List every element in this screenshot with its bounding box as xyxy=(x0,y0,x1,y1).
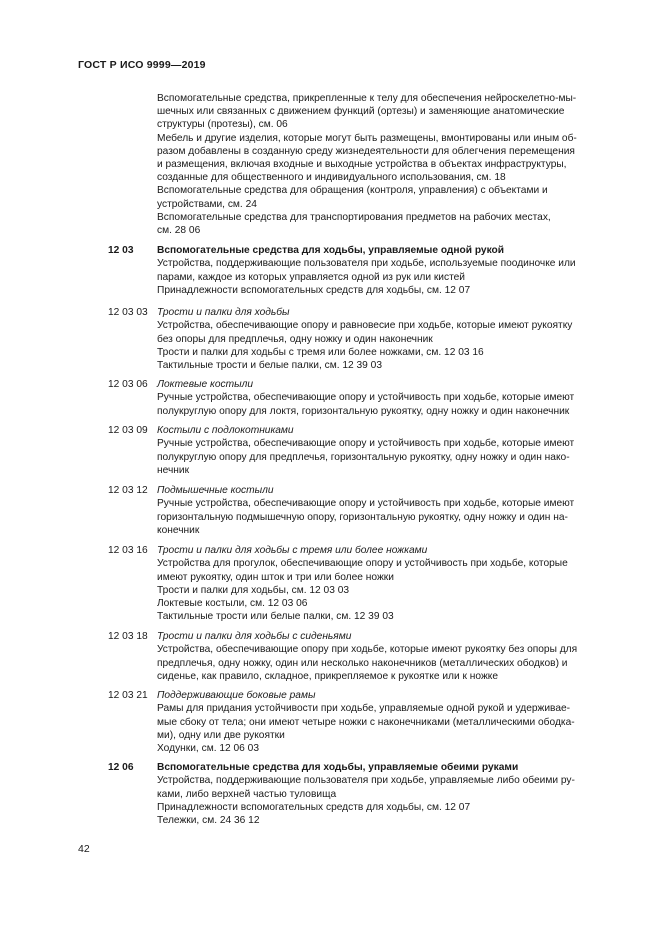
entry-line: Трости и палки для ходьбы с тремя или более ножками, см. 12 03 16 xyxy=(157,346,484,358)
entry-line: горизонтальную подмышечную опору, горизонтальную рукоятку, одну ножку и один на- xyxy=(157,511,568,523)
entry-description xyxy=(157,557,614,623)
intro-line: Вспомогательные средства, прикрепленные к телу для обеспечения нейроскелетно-мы- xyxy=(157,93,577,104)
entry-title: Вспомогательные средства для ходьбы, управляемые одной рукой xyxy=(157,245,505,256)
entry-line: сиденье, как правило, складное, прикрепляемое к рукоятке или к ножке xyxy=(157,670,499,682)
entry-code: 12 03 16 xyxy=(108,545,148,556)
intro-line: шечных или связанных с движением функций (ортезы) и заменяющие анатомические xyxy=(157,106,565,118)
entry-code: 12 06 xyxy=(108,762,134,773)
entry-description xyxy=(157,319,614,372)
entry-title: Трости и палки для ходьбы xyxy=(157,307,290,318)
entry-title: Костыли с подлокотниками xyxy=(157,425,294,436)
entry-line: нечник xyxy=(157,464,190,476)
entry-line: Принадлежности вспомогательных средств для ходьбы, см. 12 07 xyxy=(157,801,471,813)
intro-line: структуры (протезы), см. 06 xyxy=(157,119,288,131)
entry-code: 12 03 06 xyxy=(108,379,148,390)
entry-title: Локтевые костыли xyxy=(157,379,254,390)
entry-description xyxy=(157,497,614,537)
entry-line: Устройства для прогулок, обеспечивающие опору и устойчивость при ходьбе, которые xyxy=(157,558,568,570)
page-number: 42 xyxy=(78,843,90,855)
entry-code: 12 03 12 xyxy=(108,485,148,496)
entry-line: Локтевые костыли, см. 12 03 06 xyxy=(157,598,308,609)
entry-title: Подмышечные костыли xyxy=(157,485,274,496)
entry-code: 12 03 18 xyxy=(108,631,148,642)
intro-line: разом добавлены в созданную среду жизнедеятельности для облегчения перемещения xyxy=(157,145,575,157)
entry-title: Вспомогательные средства для ходьбы, управляемые обеими руками xyxy=(157,762,519,773)
entry-line: Ручные устройства, обеспечивающие опору и устойчивость при ходьбе, которые имеют xyxy=(157,392,575,404)
entry-line: предплечья, одну ножку, один или несколько наконечников (металлических ободков) и xyxy=(157,657,568,669)
intro-line: Вспомогательные средства для транспортирования предметов на рабочих местах, xyxy=(157,211,551,223)
intro-paragraph xyxy=(157,92,614,237)
entry-line: Ручные устройства, обеспечивающие опору и устойчивость при ходьбе, которые имеют xyxy=(157,498,575,510)
entry-description xyxy=(157,643,614,683)
entry-description xyxy=(157,702,614,755)
entry-line: конечник xyxy=(157,524,200,536)
entry-description xyxy=(157,437,614,477)
intro-line: Вспомогательные средства для обращения (контроля, управления) с объектами и xyxy=(157,185,548,197)
entry-line: ми), одну или две рукоятки xyxy=(157,729,285,741)
entry-line: Тактильные трости и белые палки, см. 12 39 03 xyxy=(157,360,383,371)
entry-description xyxy=(157,774,614,827)
entry-line: без опоры для предплечья, одну ножку и один наконечник xyxy=(157,333,433,345)
entry-description xyxy=(157,257,614,297)
entry-line: Устройства, обеспечивающие опору при ходьбе, которые имеют рукоятку без опоры для xyxy=(157,644,578,656)
entry-line: имеют рукоятку, один шток и три или более ножки xyxy=(157,571,394,583)
entry-code: 12 03 xyxy=(108,245,134,256)
entry-line: ками, либо верхней частью туловища xyxy=(157,788,337,800)
entry-line: мые сбоку от тела; они имеют четыре ножки с наконечниками (металлическими ободка- xyxy=(157,716,575,728)
entry-line: Устройства, поддерживающие пользователя при ходьбе, управляемые либо обеими ру- xyxy=(157,775,575,787)
entry-line: полукруглую опору для локтя, горизонтальную рукоятку, одну ножку и один наконечник xyxy=(157,405,570,417)
intro-line: и размещения, включая входные и выходные устройства в объектах инфраструктуры, xyxy=(157,159,567,171)
entry-code: 12 03 03 xyxy=(108,307,148,318)
entry-line: полукруглую опору для предплечья, горизонтальную рукоятку, одну ножку и один нако- xyxy=(157,451,570,463)
entry-line: Тележки, см. 24 36 12 xyxy=(157,815,260,826)
entry-line: Принадлежности вспомогательных средств для ходьбы, см. 12 07 xyxy=(157,284,471,296)
entry-line: парами, каждое из которых управляется одной из рук или кистей xyxy=(157,271,466,283)
entry-title: Трости и палки для ходьбы с сиденьями xyxy=(157,631,352,642)
entry-line: Ходунки, см. 12 06 03 xyxy=(157,743,260,754)
document-header: ГОСТ Р ИСО 9999—2019 xyxy=(78,59,206,71)
entry-title: Трости и палки для ходьбы с тремя или более ножками xyxy=(157,545,428,556)
entry-line: Устройства, поддерживающие пользователя при ходьбе, используемые поодиночке или xyxy=(157,258,576,270)
entry-title: Поддерживающие боковые рамы xyxy=(157,690,316,701)
intro-line: Мебель и другие изделия, которые могут быть размещены, вмонтированы или иным об- xyxy=(157,132,577,144)
entry-description xyxy=(157,391,614,417)
entry-code: 12 03 09 xyxy=(108,425,148,436)
entry-line: Трости и палки для ходьбы, см. 12 03 03 xyxy=(157,584,350,596)
entry-code: 12 03 21 xyxy=(108,690,148,701)
entry-line: Устройства, обеспечивающие опору и равновесие при ходьбе, которые имеют рукоятку xyxy=(157,320,573,332)
intro-line: см. 28 06 xyxy=(157,225,201,237)
entry-line: Рамы для придания устойчивости при ходьбе, управляемые одной рукой и удерживае- xyxy=(157,703,571,715)
entry-line: Тактильные трости или белые палки, см. 12 39 03 xyxy=(157,611,394,623)
intro-line: устройствами, см. 24 xyxy=(157,198,257,210)
entry-line: Ручные устройства, обеспечивающие опору и устойчивость при ходьбе, которые имеют xyxy=(157,438,575,450)
intro-line: созданные для общественного и индивидуального использования, см. 18 xyxy=(157,172,506,184)
